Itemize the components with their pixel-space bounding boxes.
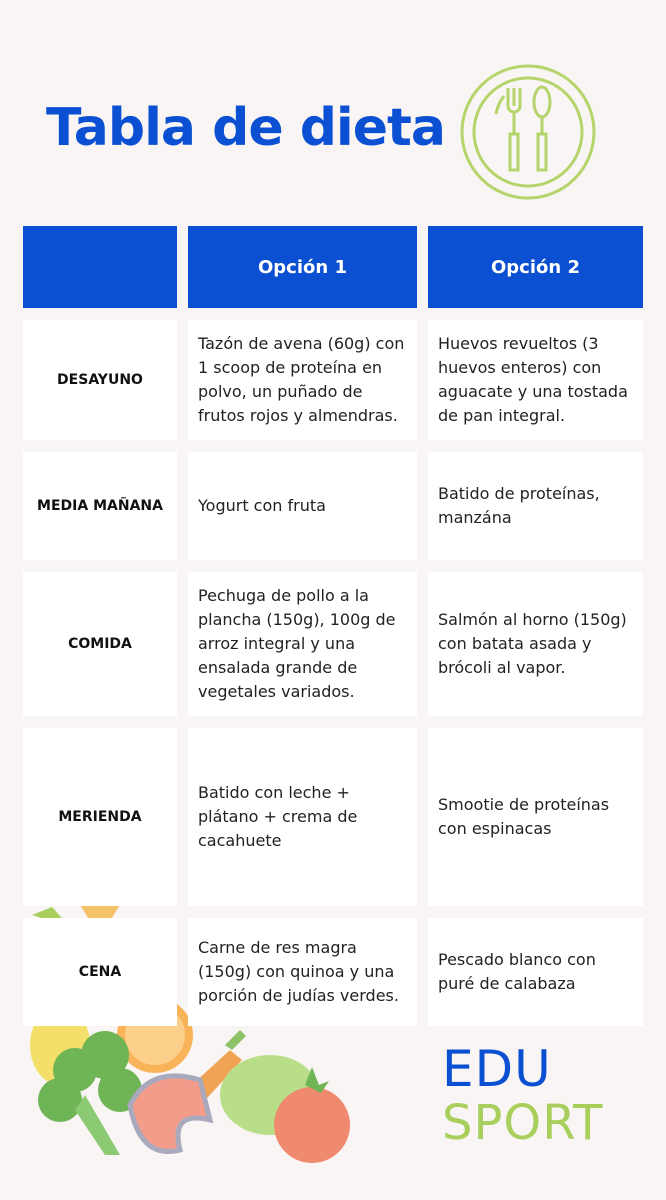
cena-option-2: Pescado blanco con puré de calabaza (428, 918, 643, 1026)
media-manana-option-1: Yogurt con fruta (188, 452, 417, 560)
meal-label-merienda: MERIENDA (23, 728, 177, 906)
cena-option-1: Carne de res magra (150g) con quinoa y una porción de judías verdes. (188, 918, 417, 1026)
plate-cutlery-icon (458, 62, 598, 202)
desayuno-option-1: Tazón de avena (60g) con 1 scoop de proteína en polvo, un puñado de frutos rojos y almendras. (188, 320, 417, 440)
merienda-option-2: Smootie de proteínas con espinacas (428, 728, 643, 906)
header-option-2: Opción 2 (428, 226, 643, 308)
meal-label-media-manana: MEDIA MAÑANA (23, 452, 177, 560)
header-option-1: Opción 1 (188, 226, 417, 308)
comida-option-2: Salmón al horno (150g) con batata asada y brócoli al vapor. (428, 572, 643, 716)
media-manana-option-2: Batido de proteínas, manzána (428, 452, 643, 560)
comida-option-1: Pechuga de pollo a la plancha (150g), 100g de arroz integral y una ensalada grande de vegetales variados. (188, 572, 417, 716)
merienda-option-1: Batido con leche + plátano + crema de cacahuete (188, 728, 417, 906)
desayuno-option-2: Huevos revueltos (3 huevos enteros) con aguacate y una tostada de pan integral. (428, 320, 643, 440)
meal-label-comida: COMIDA (23, 572, 177, 716)
meal-label-desayuno: DESAYUNO (23, 320, 177, 440)
header-blank-cell (23, 226, 177, 308)
brand-logo-edu: EDU (442, 1040, 552, 1098)
brand-logo-sport: SPORT (442, 1095, 604, 1151)
page-title: Tabla de dieta (46, 98, 445, 158)
meal-label-cena: CENA (23, 918, 177, 1026)
